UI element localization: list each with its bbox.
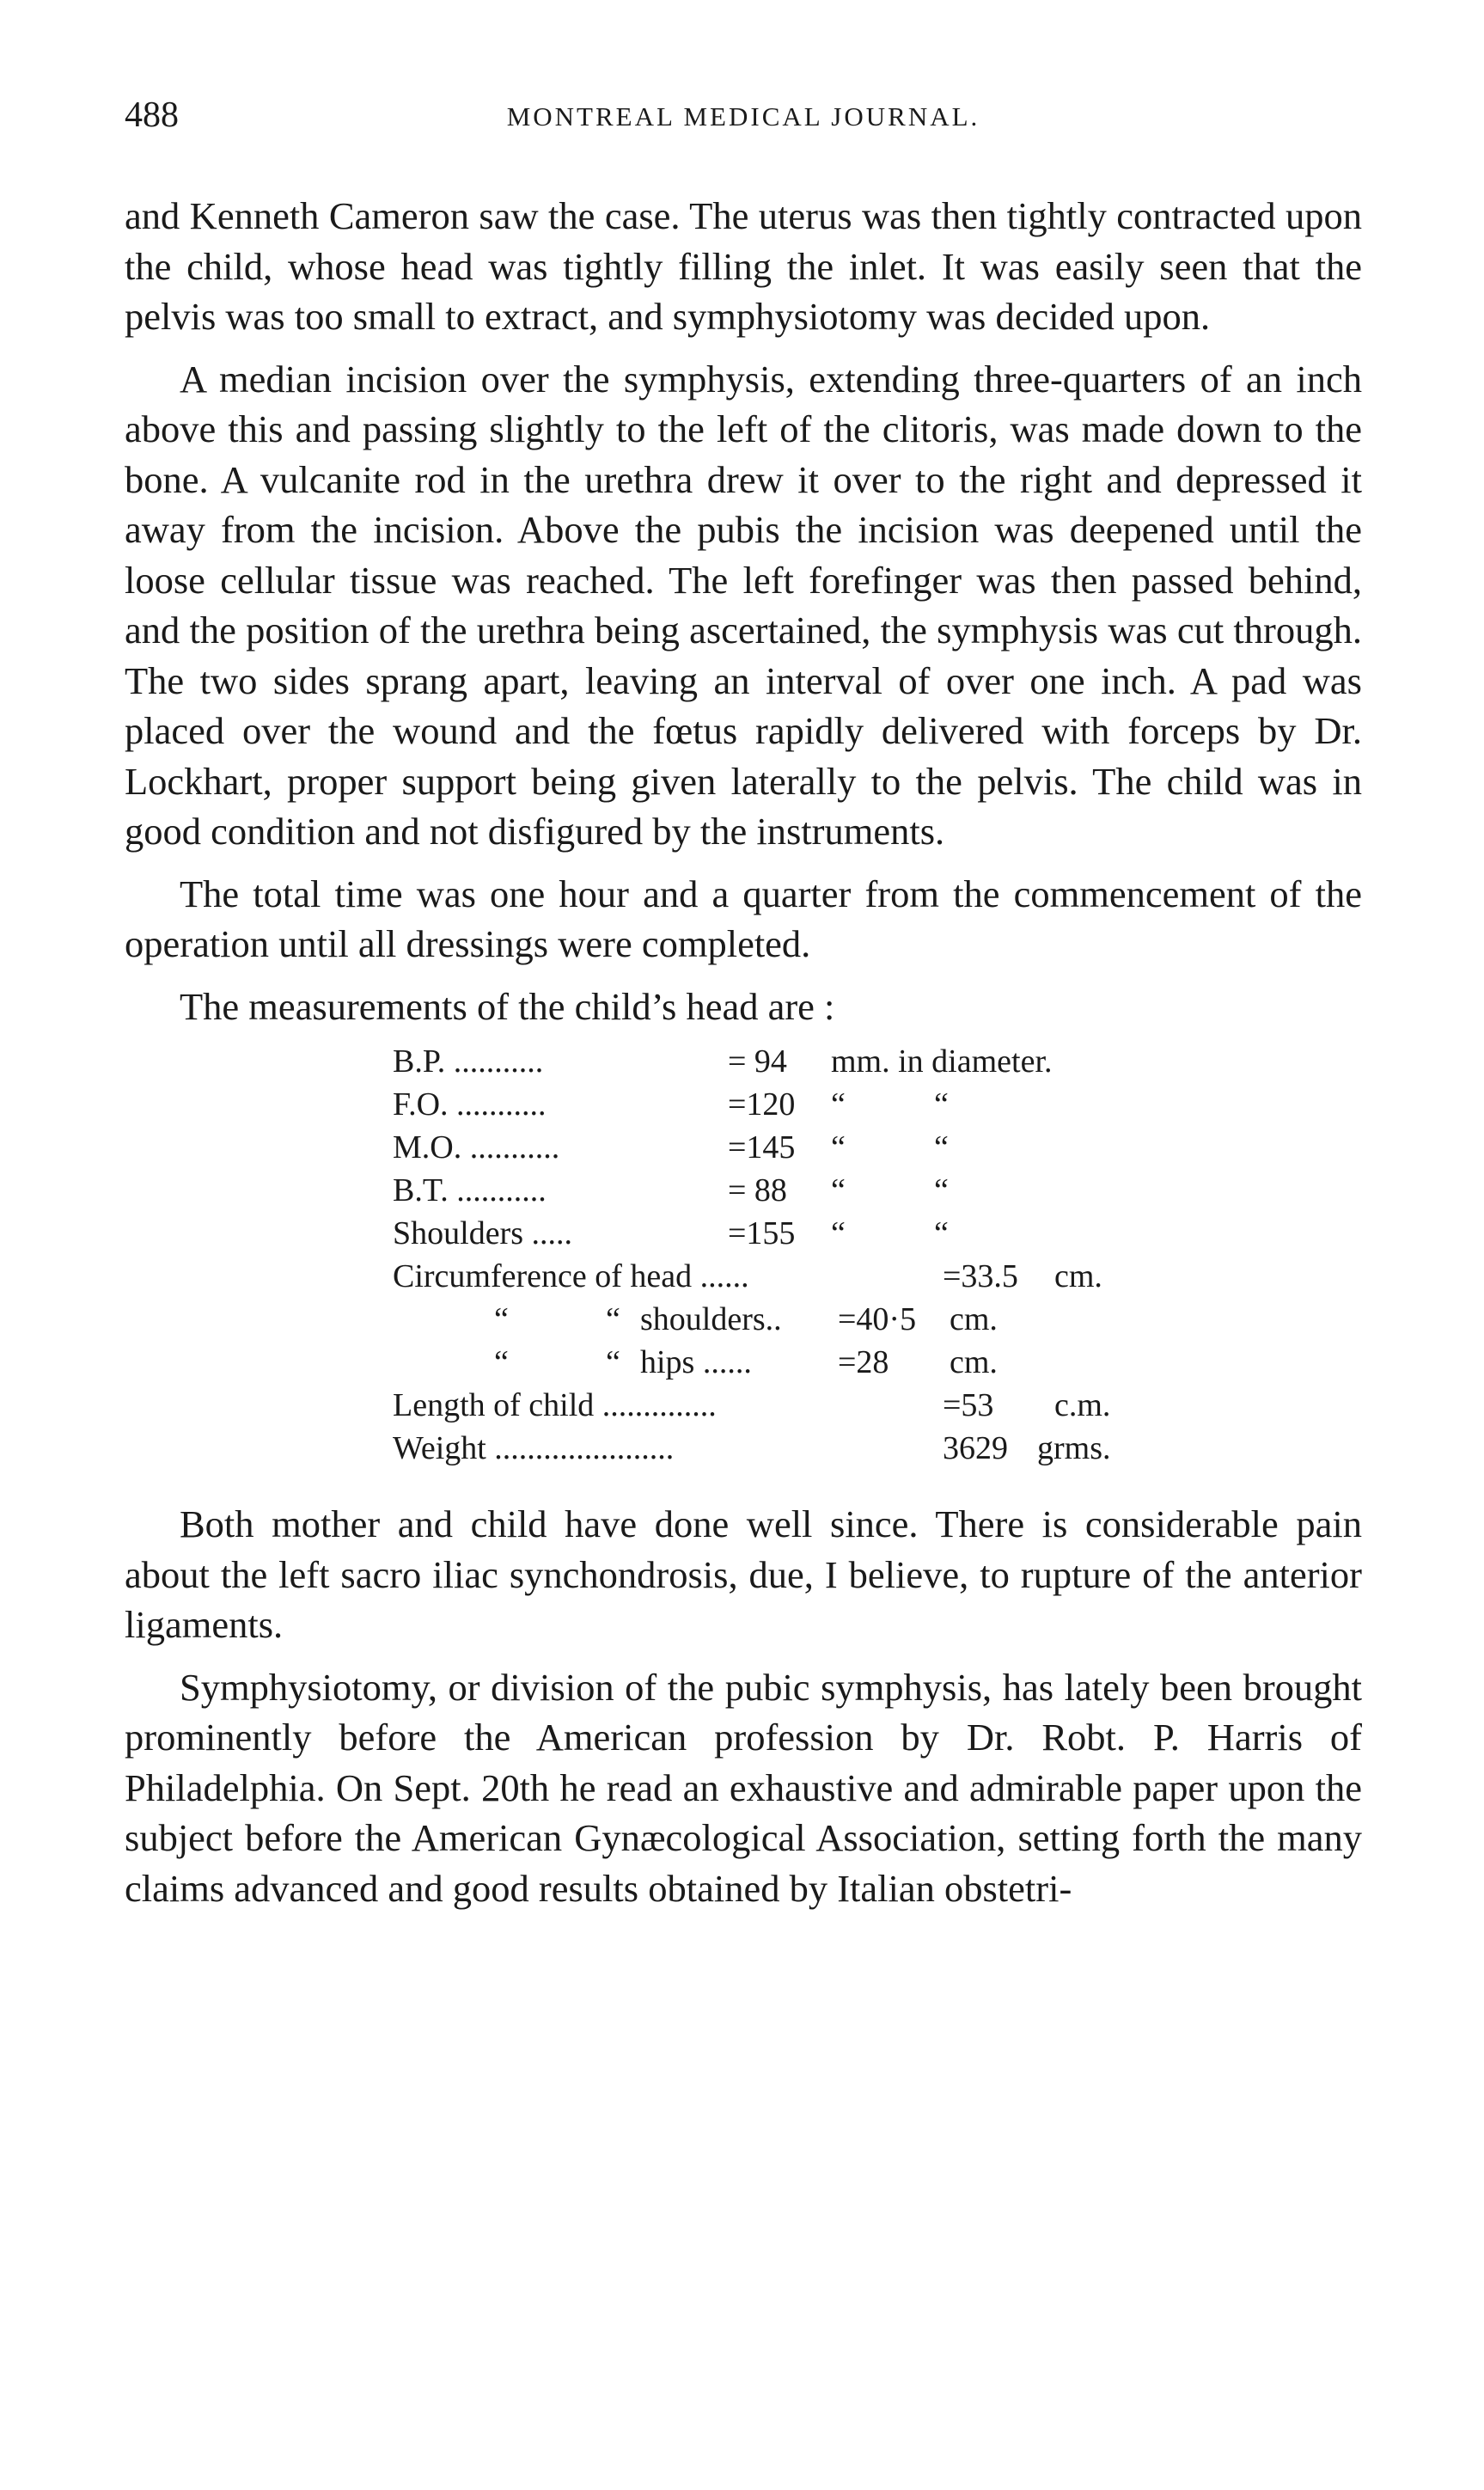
measurement-row	[393, 1169, 1362, 1212]
measurement-value: = 94	[728, 1043, 787, 1080]
measurement-row	[393, 1083, 1362, 1126]
paragraph-operation: A median incision over the symphysis, extending three-quarters of an inch above this and passing slightly to the left of the clitoris, was made down to the bone. A vulcanite rod in the urethra drew it over to the right and depressed it away from the incision. Above the pubis the incision was deepened until the loose cellular tissue was reached. The left forefinger was then passed behind, and the position of the urethra being ascertained, the symphysis was cut through. The two sides sprang apart, leaving an interval of over one inch. A pad was placed over the wound and the fœtus rapidly delivered with forceps by Dr. Lockhart, proper support being given laterally to the pelvis. The child was in good condition and not disfigured by the instruments.	[125, 357, 1362, 853]
measurement-label: B.P. ...........	[393, 1043, 544, 1080]
page-header	[125, 86, 1362, 146]
measurement-unit: c.m.	[1054, 1387, 1111, 1423]
ditto-mark: “	[934, 1129, 949, 1165]
ditto-mark: “	[831, 1129, 846, 1165]
measurement-value: = 88	[728, 1172, 787, 1208]
measurement-label: Length of child ..............	[393, 1387, 717, 1423]
weight-row	[393, 1427, 1362, 1470]
measurement-value: =53	[943, 1387, 994, 1423]
measurement-value: =145	[728, 1129, 796, 1165]
measurement-value: 3629	[943, 1430, 1008, 1466]
measurement-row	[393, 1126, 1362, 1169]
ditto-mark: “	[494, 1301, 509, 1337]
measurement-row	[393, 1212, 1362, 1255]
circumference-row	[393, 1341, 1362, 1384]
measurement-row	[393, 1040, 1362, 1083]
page-number: 488	[125, 95, 179, 135]
measurement-label: Weight ......................	[393, 1430, 675, 1466]
measurement-unit: cm.	[950, 1301, 998, 1337]
ditto-mark: “	[934, 1086, 949, 1123]
running-title: MONTREAL MEDICAL JOURNAL.	[506, 101, 980, 132]
journal-page	[125, 86, 1362, 1925]
measurements-table	[393, 1040, 1362, 1470]
ditto-mark: “	[934, 1172, 949, 1208]
measurement-label: M.O. ...........	[393, 1129, 560, 1165]
measurement-value: =28	[838, 1344, 889, 1380]
ditto-mark: “	[606, 1301, 620, 1337]
measurement-unit: grms.	[1037, 1430, 1111, 1466]
ditto-mark: “	[831, 1215, 846, 1251]
measurement-label: hips ......	[640, 1344, 752, 1380]
paragraph-symphysiotomy: Symphysiotomy, or division of the pubic symphysis, has lately been brought prominently before the American profession by Dr. Robt. P. Harris of Philadelphia. On Sept. 20th he read an exhaustive and admirable paper upon the subject before the American Gynæcological Association, setting forth the many claims advanced and good results obtained by Italian obstetri-	[125, 1665, 1362, 1910]
measurement-unit: cm.	[1054, 1258, 1102, 1294]
measurement-label: Shoulders .....	[393, 1215, 572, 1251]
paragraph-continued: and Kenneth Cameron saw the case. The uterus was then tightly contracted upon the child, whose head was tightly filling the inlet. It was easily seen that the pelvis was too small to extract, and symphysiotomy was decided upon.	[125, 194, 1362, 338]
measurement-label: shoulders..	[640, 1301, 782, 1337]
measurement-label: F.O. ...........	[393, 1086, 547, 1123]
circumference-row	[393, 1298, 1362, 1341]
paragraph-measurements-intro: The measurements of the child’s head are :	[180, 984, 835, 1028]
article-body	[125, 191, 1362, 1913]
ditto-mark: “	[831, 1172, 846, 1208]
measurement-value: =155	[728, 1215, 796, 1251]
measurement-value: =120	[728, 1086, 796, 1123]
paragraph-total-time: The total time was one hour and a quarter from the commencement of the operation until all dressings were completed.	[125, 872, 1362, 965]
ditto-mark: “	[934, 1215, 949, 1251]
ditto-mark: “	[494, 1344, 509, 1380]
measurement-label: B.T. ...........	[393, 1172, 547, 1208]
measurement-value: =40·5	[838, 1301, 917, 1337]
paragraph-outcome: Both mother and child have done well since. There is considerable pain about the left sacro iliac synchondrosis, due, I believe, to rupture of the anterior ligaments.	[125, 1502, 1362, 1646]
ditto-mark: “	[606, 1344, 620, 1380]
measurement-label: Circumference of head ......	[393, 1258, 749, 1294]
circumference-row	[393, 1255, 1362, 1298]
measurement-unit: mm. in diameter.	[831, 1043, 1053, 1080]
measurement-unit: cm.	[950, 1344, 998, 1380]
ditto-mark: “	[831, 1086, 846, 1123]
length-row	[393, 1384, 1362, 1427]
measurement-value: =33.5	[943, 1258, 1018, 1294]
